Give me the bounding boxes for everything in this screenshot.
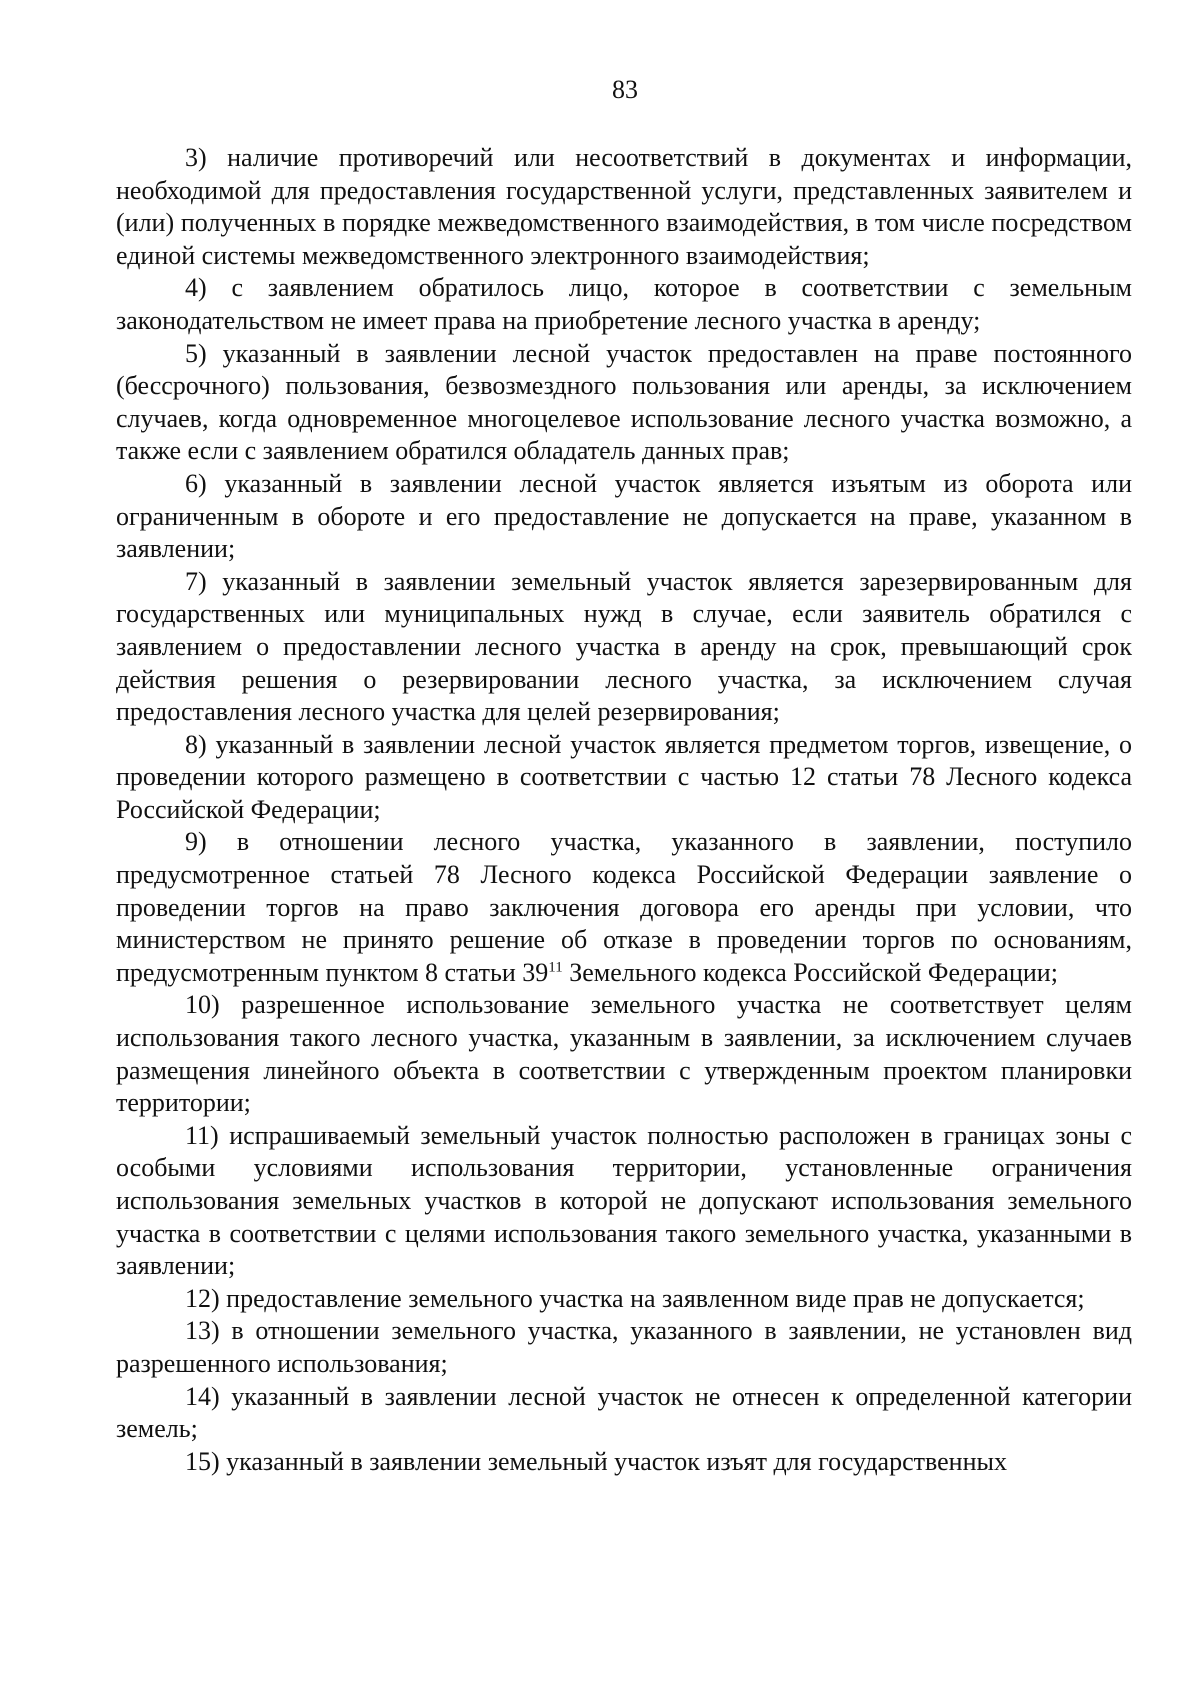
list-item-12: 12) предоставление земельного участка на заявленном виде прав не допускается; [185, 1283, 1085, 1313]
list-item-6: 6) указанный в заявлении лесной участок является изъятым из оборота или ограниченным в обороте и его предоставление не допускается на праве, указанном в заявлении; [116, 468, 1132, 564]
list-item-9-superscript: 11 [548, 959, 563, 976]
document-body [116, 142, 1132, 1478]
list-item-9 [116, 826, 1132, 989]
list-item-9-text: 9) в отношении лесного участка, указанного в заявлении, поступило предусмотренное статьей 78 Лесного кодекса Российской Федерации заявление о проведении торгов на право заключения договора его аренды при условии, что министерством не принято решение об отказе в проведении торгов по основаниям, предусмотренным пунктом 8 статьи 39 [116, 827, 1132, 987]
list-item-15: 15) указанный в заявлении земельный участок изъят для государственных [185, 1446, 1007, 1476]
page-number: 83 [612, 75, 638, 104]
list-item-14: 14) указанный в заявлении лесной участок не отнесен к определенной категории земель; [116, 1381, 1132, 1444]
list-item-4: 4) с заявлением обратилось лицо, которое в соответствии с земельным законодательством не имеет права на приобретение лесного участка в аренду; [116, 273, 1132, 335]
list-item-7: 7) указанный в заявлении земельный участок является зарезервированным для государственных или муниципальных нужд в случае, если заявитель обратился с заявлением о предоставлении лесного участка в аренду на срок, превышающий срок действия решения о резервировании лесного участка, за исключением случая предоставления лесного участка для целей резервирования; [116, 566, 1132, 727]
list-item-9-text-end: Земельного кодекса Российской Федерации; [562, 957, 1058, 987]
list-item-3: 3) наличие противоречий или несоответствий в документах и информации, необходимой для предоставления государственной услуги, представленных заявителем и (или) полученных в порядке межведомственного взаимодействия, в том числе посредством единой системы межведомственного электронного взаимодействия; [116, 143, 1132, 270]
list-item-10: 10) разрешенное использование земельного участка не соответствует целям использования такого лесного участка, указанным в заявлении, за исключением случаев размещения линейного объекта в соответствии с утвержденным проектом планировки территории; [116, 990, 1132, 1118]
list-item-5: 5) указанный в заявлении лесной участок предоставлен на праве постоянного (бессрочного) пользования, безвозмездного пользования или аренды, за исключением случаев, когда одновременное многоцелевое использование лесного участка возможно, а также если с заявлением обратился обладатель данных прав; [116, 338, 1132, 466]
list-item-13: 13) в отношении земельного участка, указанного в заявлении, не установлен вид разрешенного использования; [116, 1316, 1132, 1378]
list-item-11: 11) испрашиваемый земельный участок полностью расположен в границах зоны с особыми условиями использования территории, установленные ограничения использования земельных участков в которой не допускают использования земельного участка в соответствии с целями использования такого земельного участка, указанными в заявлении; [116, 1120, 1132, 1281]
list-item-8: 8) указанный в заявлении лесной участок является предметом торгов, извещение, о проведении которого размещено в соответствии с частью 12 статьи 78 Лесного кодекса Российской Федерации; [116, 729, 1132, 824]
